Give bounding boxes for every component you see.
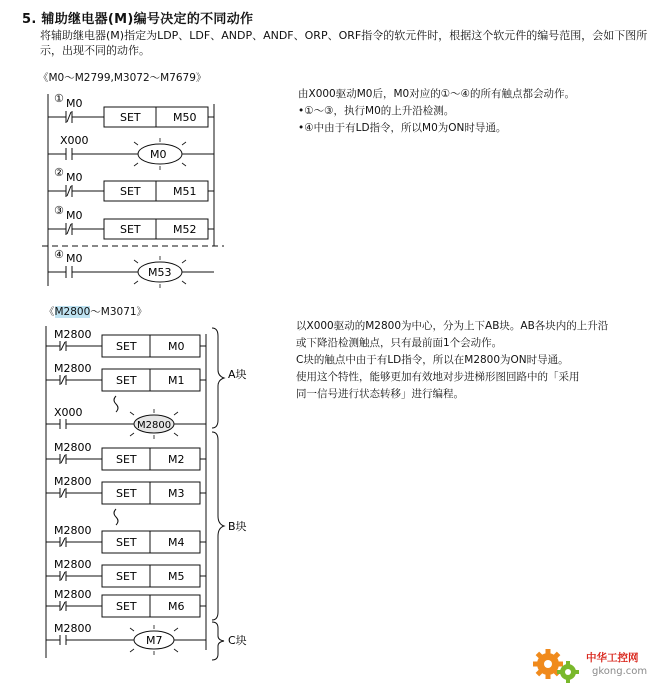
set-target: M50 <box>173 111 197 124</box>
coil-label: M0 <box>150 148 167 161</box>
set-target: M0 <box>168 340 185 353</box>
description-line: 以X000驱动的M2800为中心，分为上下AB块。AB各块内的上升沿 <box>296 320 609 332</box>
contact-label: M2800 <box>54 622 92 635</box>
range-suffix: ～M3071》 <box>90 306 148 318</box>
set-label: SET <box>120 111 141 124</box>
description-line: 或下降沿检测触点，只有最前面1个会动作。 <box>296 337 503 349</box>
contact-label: M2800 <box>54 475 92 488</box>
coil-label: M7 <box>146 634 163 647</box>
description-line: C块的触点中由于有LD指令，所以在M2800为ON时导通。 <box>296 354 569 366</box>
section-intro: 将辅助继电器(M)指定为LDP、LDF、ANDP、ANDF、ORP、ORF指令的软元件时，根据这个软元件的编号范围，会如下图所示，出现不同的动作。 <box>40 29 648 57</box>
set-target: M1 <box>168 374 185 387</box>
set-target: M5 <box>168 570 185 583</box>
contact-label: M2800 <box>54 524 92 537</box>
description-line: •①～③，执行M0的上升沿检测。 <box>298 105 455 117</box>
range-highlight: M2800 <box>54 306 91 318</box>
coil-label: M2800 <box>137 420 172 431</box>
set-label: SET <box>116 487 137 500</box>
set-label: SET <box>116 340 137 353</box>
block-label-c: C块 <box>228 634 247 647</box>
coil-label: M53 <box>148 266 172 279</box>
set-target: M51 <box>173 185 197 198</box>
set-label: SET <box>116 374 137 387</box>
block-label-a: A块 <box>228 368 247 381</box>
watermark-url: gkong.com <box>592 666 648 677</box>
contact-label: M2800 <box>54 328 92 341</box>
set-target: M2 <box>168 453 185 466</box>
ladder-diagram-2 <box>34 322 274 662</box>
set-label: SET <box>116 536 137 549</box>
diagram2-description <box>296 318 608 403</box>
set-label: SET <box>116 453 137 466</box>
diagram1-range-label: 《M0～M2799,M3072～M7679》 <box>38 72 207 84</box>
marker-1: ① <box>54 92 64 105</box>
contact-label: M2800 <box>54 362 92 375</box>
block-label-b: B块 <box>228 520 247 533</box>
contact-label: M2800 <box>54 441 92 454</box>
marker-3: ③ <box>54 204 64 217</box>
contact-label: M0 <box>66 252 83 265</box>
contact-label: M0 <box>66 97 83 110</box>
set-label: SET <box>116 570 137 583</box>
set-target: M4 <box>168 536 185 549</box>
section-title: 5. 辅助继电器(M)编号决定的不同动作 <box>22 12 254 27</box>
description-line: 同一信号进行状态转移」进行编程。 <box>296 388 464 400</box>
contact-label: X000 <box>54 406 83 419</box>
set-label: SET <box>116 600 137 613</box>
marker-2: ② <box>54 166 64 179</box>
contact-label: M2800 <box>54 588 92 601</box>
contact-label: M0 <box>66 209 83 222</box>
watermark-logo <box>530 636 658 686</box>
set-target: M52 <box>173 223 197 236</box>
set-target: M6 <box>168 600 185 613</box>
watermark-cn: 中华工控网 <box>586 652 639 664</box>
contact-label: M0 <box>66 171 83 184</box>
diagram2-range-label <box>44 304 147 319</box>
contact-label: M2800 <box>54 558 92 571</box>
description-line: •④中由于有LD指令，所以M0为ON时导通。 <box>298 122 507 134</box>
marker-4: ④ <box>54 248 64 261</box>
set-label: SET <box>120 185 141 198</box>
contact-label: X000 <box>60 134 89 147</box>
diagram1-description <box>298 86 575 137</box>
ladder-diagram-1 <box>28 86 268 296</box>
set-label: SET <box>120 223 141 236</box>
set-target: M3 <box>168 487 185 500</box>
description-line: 由X000驱动M0后，M0对应的①～④的所有触点都会动作。 <box>298 88 576 100</box>
range-prefix: 《 <box>44 306 55 318</box>
description-line: 使用这个特性，能够更加有效地对步进梯形图回路中的「采用 <box>296 371 580 383</box>
